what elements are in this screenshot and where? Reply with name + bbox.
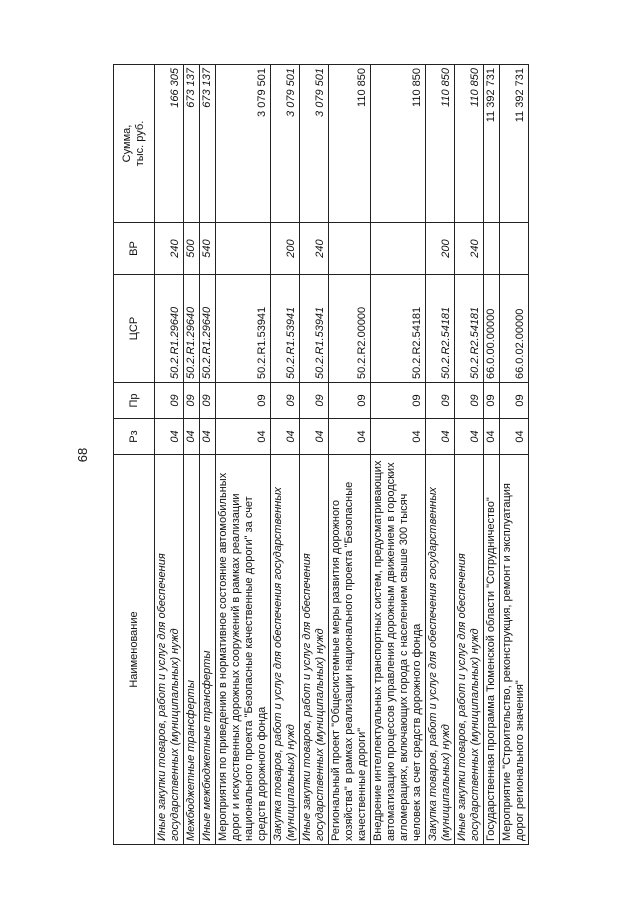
table-row <box>329 65 371 845</box>
cell-vr: 500 <box>184 223 200 275</box>
table-row <box>184 65 200 845</box>
cell-vr: 240 <box>155 223 184 275</box>
cell-csr: 66.0.02.00000 <box>500 275 529 383</box>
cell-sum: 11 392 731 <box>500 65 529 223</box>
table-row <box>155 65 184 845</box>
cell-rz: 04 <box>271 419 300 455</box>
budget-table <box>113 64 529 845</box>
cell-vr <box>371 223 426 275</box>
cell-sum: 166 305 <box>155 65 184 223</box>
cell-rz: 04 <box>484 419 500 455</box>
header-sum-line1: Сумма, <box>121 124 133 163</box>
cell-rz: 04 <box>300 419 329 455</box>
cell-pr: 09 <box>426 383 455 419</box>
cell-name: Иные закупки товаров, работ и услуг для обеспечения государственных (муниципальных) нужд <box>155 455 184 845</box>
cell-sum: 110 850 <box>371 65 426 223</box>
cell-rz: 04 <box>371 419 426 455</box>
cell-rz: 04 <box>155 419 184 455</box>
cell-pr: 09 <box>200 383 216 419</box>
cell-name: Мероприятие "Строительство, реконструкция, ремонт и эксплуатация дорог регионального значения" <box>500 455 529 845</box>
cell-sum: 673 137 <box>200 65 216 223</box>
cell-pr: 09 <box>484 383 500 419</box>
cell-rz: 04 <box>184 419 200 455</box>
cell-vr: 200 <box>426 223 455 275</box>
cell-rz: 04 <box>455 419 484 455</box>
cell-csr: 50.2.R2.00000 <box>329 275 371 383</box>
cell-csr: 50.2.R1.53941 <box>300 275 329 383</box>
cell-vr: 240 <box>455 223 484 275</box>
header-sum <box>114 65 155 223</box>
cell-sum: 110 850 <box>329 65 371 223</box>
cell-sum: 11 392 731 <box>484 65 500 223</box>
table-row <box>500 65 529 845</box>
cell-csr: 66.0.00.00000 <box>484 275 500 383</box>
cell-csr: 50.2.R1.29640 <box>184 275 200 383</box>
cell-sum: 673 137 <box>184 65 200 223</box>
header-pr: Пр <box>114 383 155 419</box>
cell-name: Региональный проект "Общесистемные меры развития дорожного хозяйства" в рамках реализации национального проекта "Безопасные качественные дороги" <box>329 455 371 845</box>
cell-name: Государственная программа Тюменской области "Сотрудничество" <box>484 455 500 845</box>
cell-vr: 200 <box>271 223 300 275</box>
cell-name: Закупка товаров, работ и услуг для обеспечения государственных (муниципальных) нужд <box>426 455 455 845</box>
page-number: 68 <box>75 447 90 463</box>
cell-rz: 04 <box>500 419 529 455</box>
cell-vr <box>500 223 529 275</box>
cell-sum: 3 079 501 <box>271 65 300 223</box>
cell-sum: 110 850 <box>455 65 484 223</box>
table-row <box>300 65 329 845</box>
cell-csr: 50.2.R1.29640 <box>200 275 216 383</box>
cell-vr: 540 <box>200 223 216 275</box>
header-rz: Рз <box>114 419 155 455</box>
cell-name: Иные закупки товаров, работ и услуг для обеспечения государственных (муниципальных) нужд <box>300 455 329 845</box>
table-row <box>484 65 500 845</box>
cell-pr: 09 <box>329 383 371 419</box>
cell-name: Межбюджетные трансферты <box>184 455 200 845</box>
cell-csr: 50.2.R1.29640 <box>155 275 184 383</box>
cell-sum: 110 850 <box>426 65 455 223</box>
cell-pr: 09 <box>500 383 529 419</box>
header-csr: ЦСР <box>114 275 155 383</box>
table-body <box>155 65 529 845</box>
cell-pr: 09 <box>216 383 271 419</box>
cell-csr: 50.2.R2.54181 <box>455 275 484 383</box>
cell-name: Иные закупки товаров, работ и услуг для обеспечения государственных (муниципальных) нужд <box>455 455 484 845</box>
cell-pr: 09 <box>300 383 329 419</box>
table-row <box>271 65 300 845</box>
cell-rz: 04 <box>216 419 271 455</box>
cell-pr: 09 <box>271 383 300 419</box>
cell-rz: 04 <box>329 419 371 455</box>
cell-sum: 3 079 501 <box>300 65 329 223</box>
cell-pr: 09 <box>371 383 426 419</box>
cell-csr: 50.2.R1.53941 <box>216 275 271 383</box>
table-row <box>216 65 271 845</box>
table-row <box>426 65 455 845</box>
table-row <box>200 65 216 845</box>
cell-rz: 04 <box>200 419 216 455</box>
header-sum-line2: тыс. руб. <box>134 120 146 167</box>
header-vr: ВР <box>114 223 155 275</box>
cell-csr: 50.2.R2.54181 <box>371 275 426 383</box>
cell-csr: 50.2.R1.53941 <box>271 275 300 383</box>
table-header-row <box>114 65 155 845</box>
table-row <box>371 65 426 845</box>
cell-vr <box>484 223 500 275</box>
cell-rz: 04 <box>426 419 455 455</box>
cell-pr: 09 <box>184 383 200 419</box>
table-row <box>455 65 484 845</box>
cell-pr: 09 <box>155 383 184 419</box>
cell-name: Мероприятия по приведению в нормативное состояние автомобильных дорог и искусственных дорожных сооружений в рамках реализации национального проекта "Безопасные качественные дороги" за счет средств дорожного фонда <box>216 455 271 845</box>
cell-name: Закупка товаров, работ и услуг для обеспечения государственных (муниципальных) нужд <box>271 455 300 845</box>
rotated-content <box>75 65 535 845</box>
cell-csr: 50.2.R2.54181 <box>426 275 455 383</box>
cell-vr <box>329 223 371 275</box>
cell-pr: 09 <box>455 383 484 419</box>
cell-vr: 240 <box>300 223 329 275</box>
header-name: Наименование <box>114 455 155 845</box>
cell-name: Иные межбюджетные трансферты <box>200 455 216 845</box>
cell-sum: 3 079 501 <box>216 65 271 223</box>
cell-name: Внедрение интеллектуальных транспортных систем, предусматривающих автоматизацию процессов управления дорожным движением в городских агломерациях, включающих города с населением свыше 300 тысяч человек за счет средств дорожного фонда <box>371 455 426 845</box>
cell-vr <box>216 223 271 275</box>
